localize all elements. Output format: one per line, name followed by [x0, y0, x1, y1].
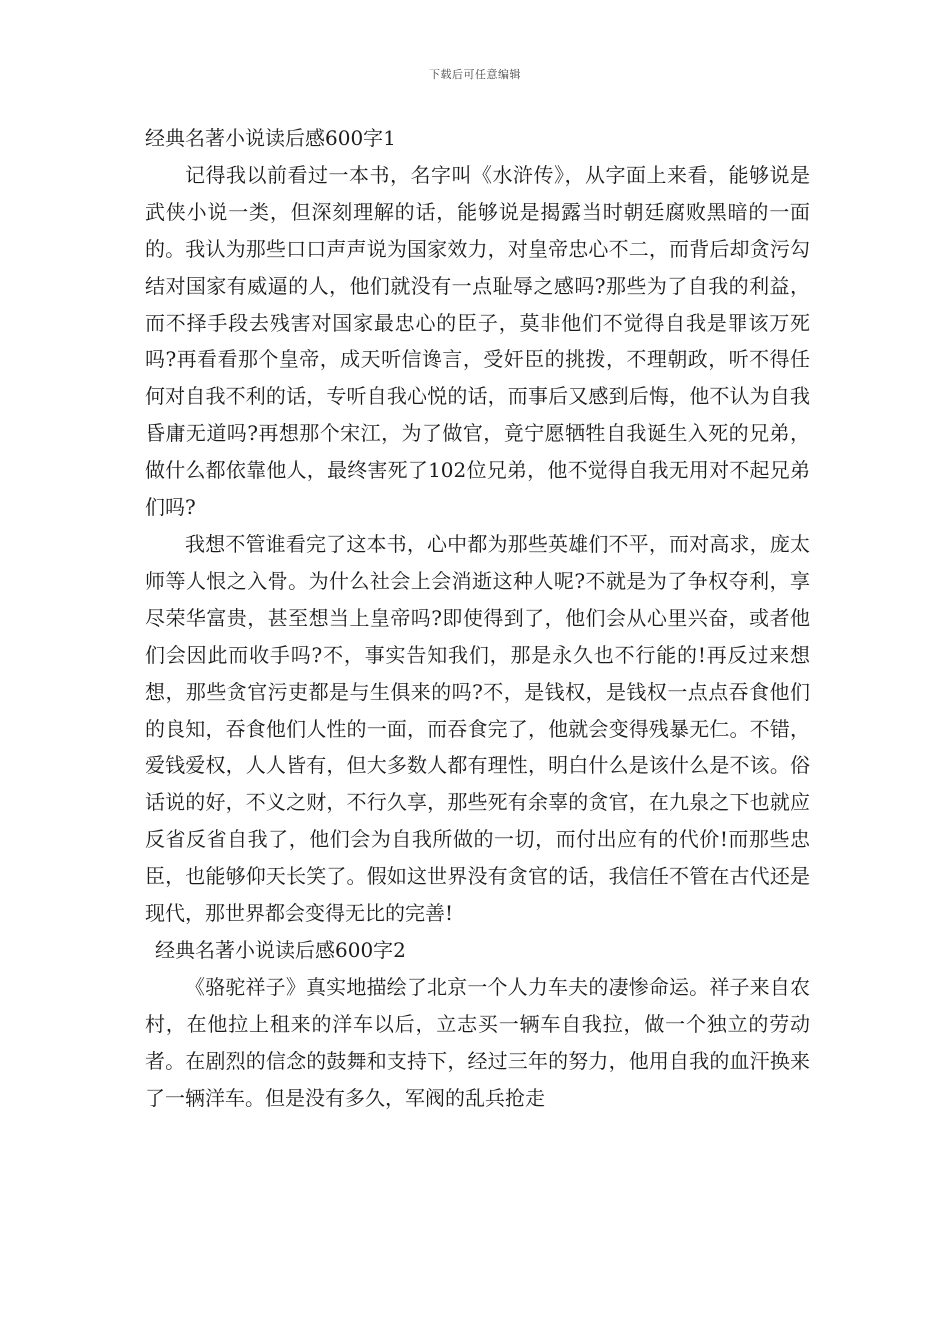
- section-heading-2: 经典名著小说读后感600字2: [155, 937, 406, 962]
- section-heading-1: 经典名著小说读后感600字1: [145, 126, 396, 150]
- paragraph-3: 《骆驼祥子》真实地描绘了北京一个人力车夫的凄惨命运。祥子来自农村，在他拉上租来的洋车以后，立志买一辆车自我拉，做一个独立的劳动者。在剧烈的信念的鼓舞和支持下，经过三年的努力，他用自我的血汗换来了一辆洋车。但是没有多久，军阀的乱兵抢走: [145, 974, 810, 1110]
- paragraph-2: 我想不管谁看完了这本书，心中都为那些英雄们不平，而对高求，庞太师等人恨之入骨。为什么社会上会消逝这种人呢?不就是为了争权夺利，享尽荣华富贵，甚至想当上皇帝吗?即使得到了，他们会从心里兴奋，或者他们会因此而收手吗?不，事实告知我们，那是永久也不行能的!再反过来想想，那些贪官污吏都是与生俱来的吗?不，是钱权，是钱权一点点吞食他们的良知，吞食他们人性的一面，而吞食完了，他就会变得残暴无仁。不错，爱钱爱权，人人皆有，但大多数人都有理性，明白什么是该什么是不该。俗话说的好，不义之财，不行久享，那些死有余辜的贪官，在九泉之下也就应反省反省自我了，他们会为自我所做的一切，而付出应有的代价!而那些忠臣，也能够仰天长笑了。假如这世界没有贪官的话，我信任不管在古代还是现代，那世界都会变得无比的完善!: [145, 531, 810, 926]
- document-body: [145, 120, 810, 1116]
- paragraph-1: 记得我以前看过一本书，名字叫《水浒传》，从字面上来看，能够说是武侠小说一类，但深刻理解的话，能够说是揭露当时朝廷腐败黑暗的一面的。我认为那些口口声声说为国家效力，对皇帝忠心不二，而背后却贪污勾结对国家有威逼的人，他们就没有一点耻辱之感吗?那些为了自我的利益，而不择手段去残害对国家最忠心的臣子，莫非他们不觉得自我是罪该万死吗?再看看那个皇帝，成天听信谗言，受奸臣的挑拨，不理朝政，听不得任何对自我不利的话，专听自我心悦的话，而事后又感到后悔，他不认为自我昏庸无道吗?再想那个宋江，为了做官，竟宁愿牺牲自我诞生入死的兄弟，做什么都依靠他人，最终害死了102位兄弟，他不觉得自我无用对不起兄弟们吗?: [145, 162, 810, 520]
- header-note: 下载后可任意编辑: [429, 68, 521, 81]
